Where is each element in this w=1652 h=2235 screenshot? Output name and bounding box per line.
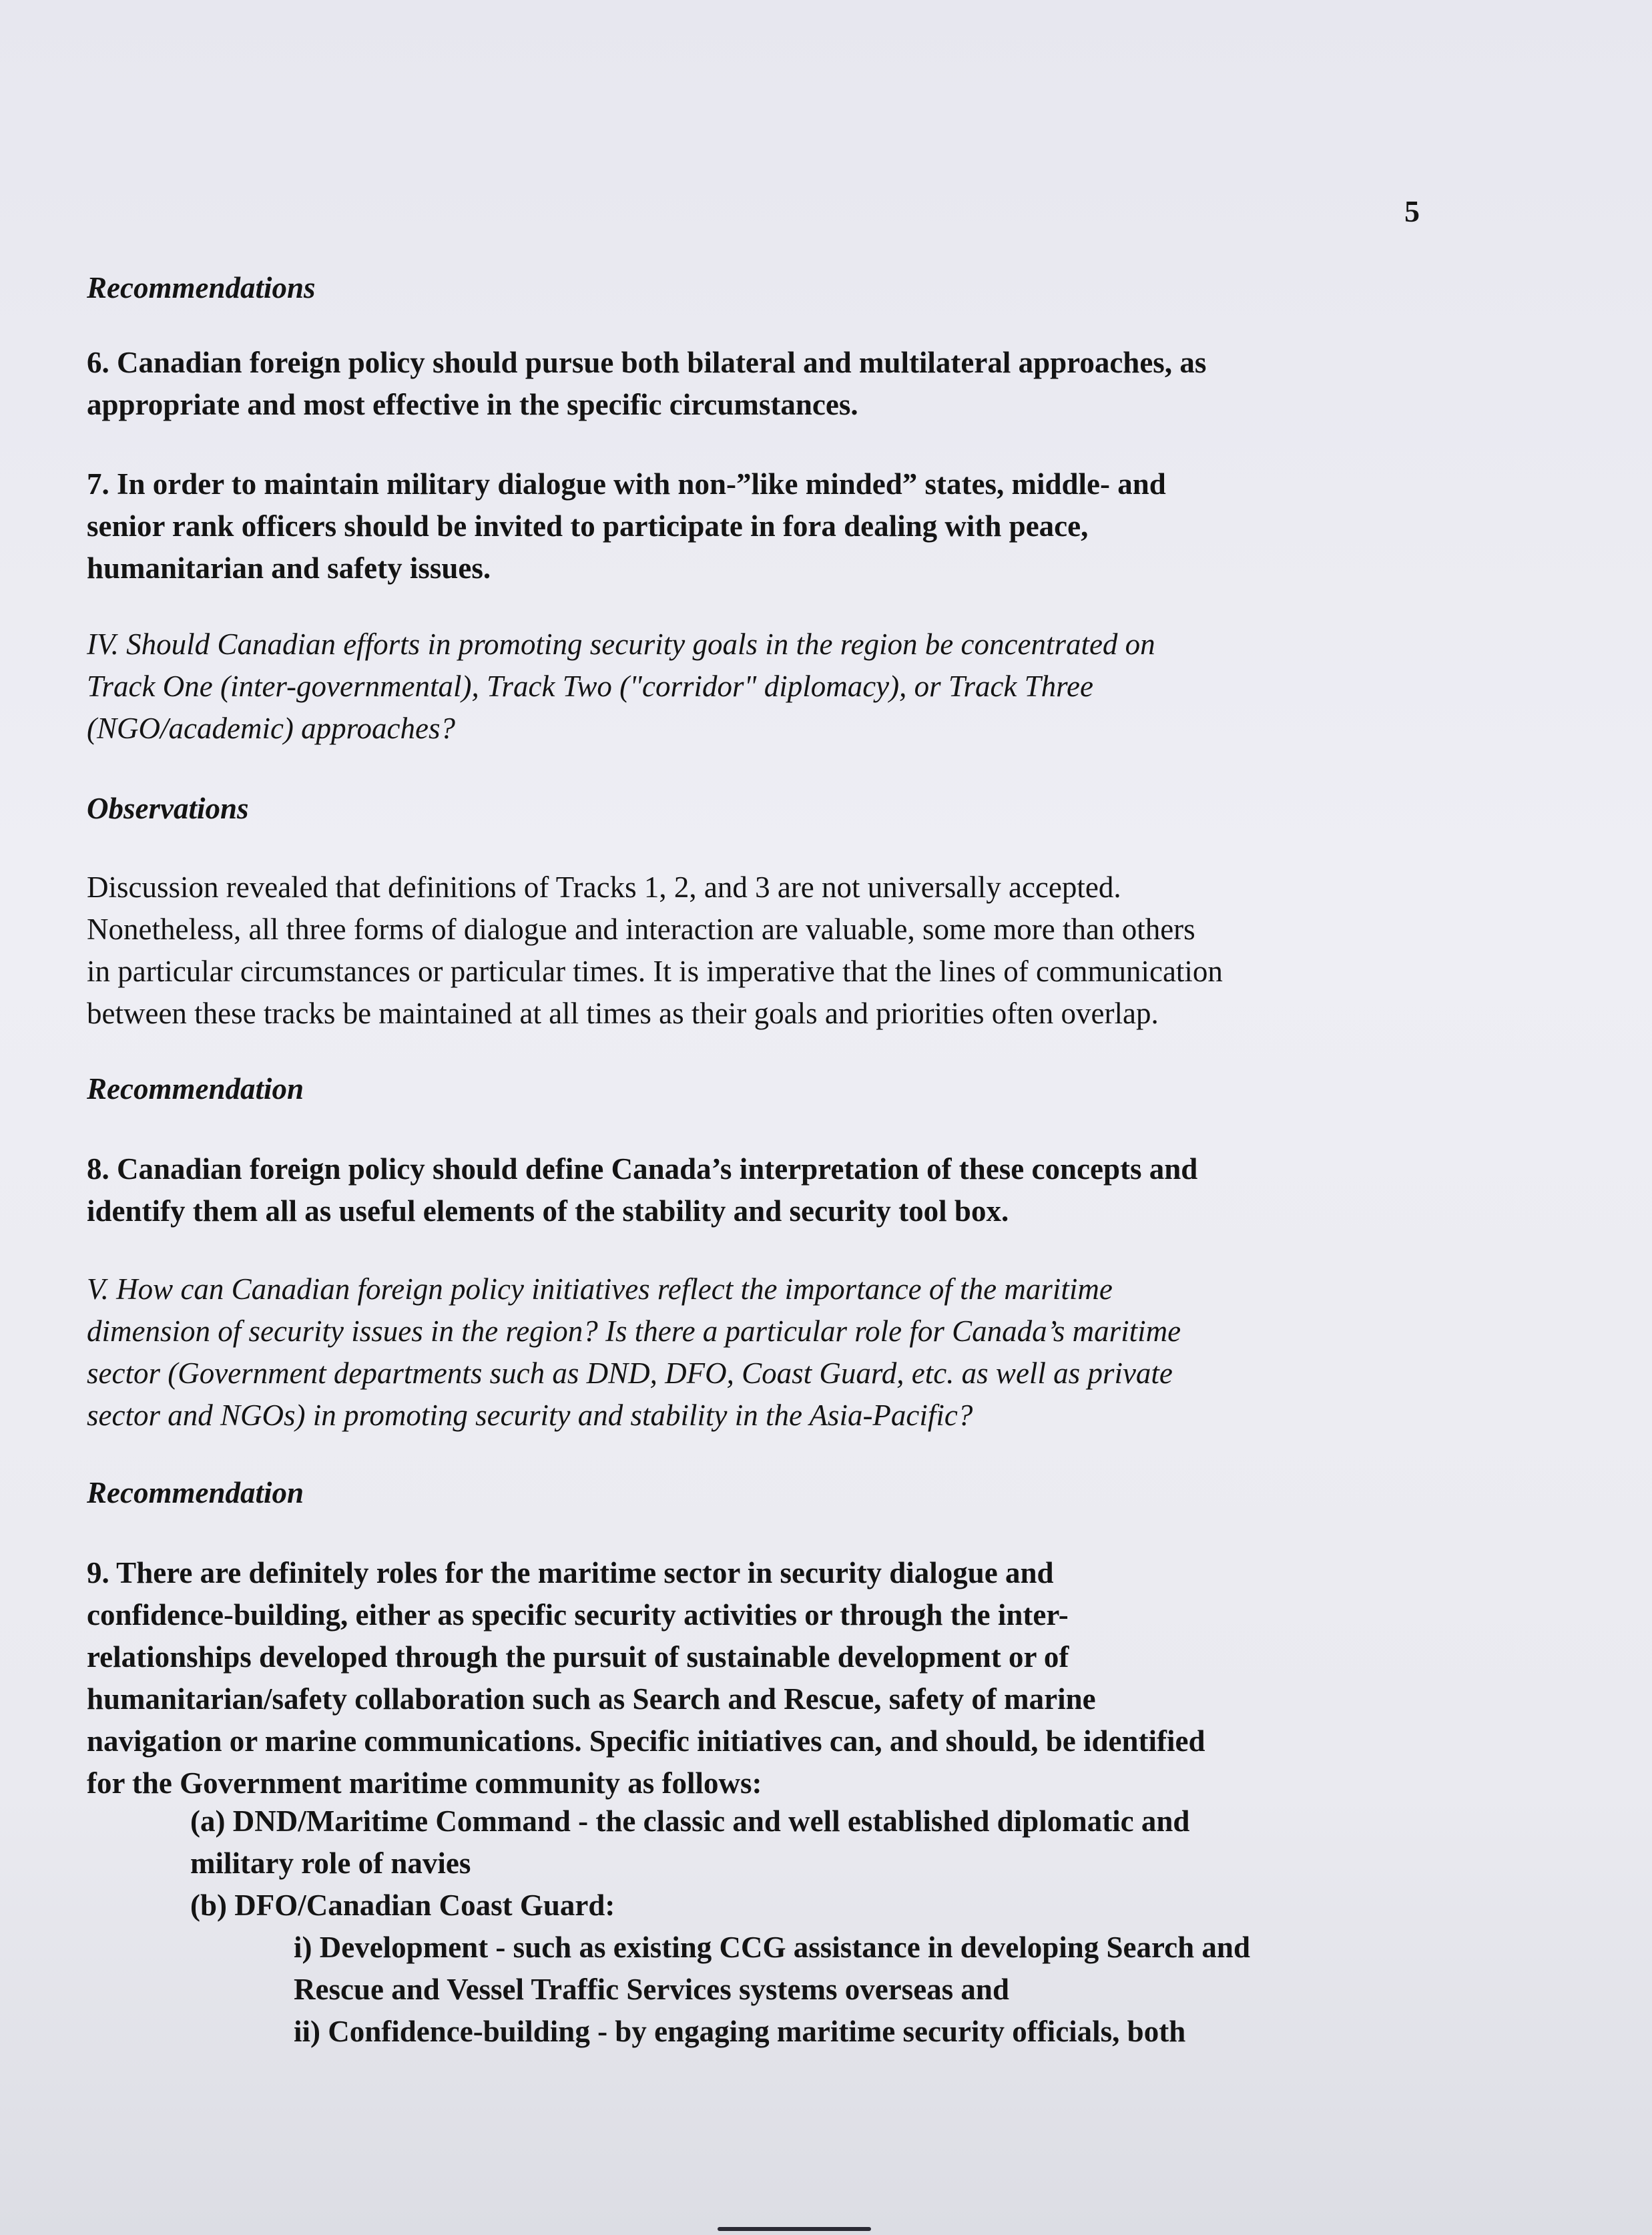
recommendation-9b-item-line: i) Development - such as existing CCG assistance in developing Search and: [294, 1931, 1250, 1964]
recommendation-7-line: senior rank officers should be invited to participate in fora dealing with peace,: [87, 509, 1089, 543]
recommendation-8: [87, 1148, 1422, 1232]
observations-line: in particular circumstances or particular times. It is imperative that the lines of communication: [87, 955, 1223, 988]
recommendation-9b-item-line: ii) Confidence-building - by engaging maritime security officials, both: [294, 2015, 1186, 2048]
observations-line: Nonetheless, all three forms of dialogue and interaction are valuable, some more than others: [87, 913, 1195, 946]
question-v: [87, 1268, 1422, 1437]
recommendation-6-line: appropriate and most effective in the specific circumstances.: [87, 388, 858, 421]
recommendation-9a: [190, 1800, 1392, 1885]
recommendation-6: [87, 342, 1422, 426]
recommendation-9a-line: (a) DND/Maritime Command - the classic and well established diplomatic and: [190, 1804, 1190, 1838]
recommendation-9a-line: military role of navies: [190, 1846, 471, 1880]
recommendation-9-line: humanitarian/safety collaboration such as Search and Rescue, safety of marine: [87, 1682, 1096, 1716]
question-iv-line: Track One (inter-governmental), Track Two ("corridor" diplomacy), or Track Three: [87, 670, 1093, 703]
recommendation-6-line: 6. Canadian foreign policy should pursue both bilateral and multilateral approaches, as: [87, 346, 1207, 379]
recommendation-9-line: for the Government maritime community as follows:: [87, 1766, 762, 1800]
observations-paragraph: [87, 866, 1422, 1035]
recommendations-heading: Recommendations: [87, 271, 316, 304]
page-number: 5: [1404, 194, 1420, 228]
recommendation-9b-items: [294, 1927, 1428, 2053]
recommendation-9b-item-line: Rescue and Vessel Traffic Services systems overseas and: [294, 1973, 1009, 2006]
observations-line: between these tracks be maintained at all times as their goals and priorities often overlap.: [87, 997, 1159, 1030]
recommendation-9: [87, 1552, 1422, 1804]
question-iv: [87, 624, 1422, 750]
recommendation-9b: (b) DFO/Canadian Coast Guard:: [190, 1889, 615, 1922]
recommendation-8-line: identify them all as useful elements of the stability and security tool box.: [87, 1194, 1009, 1228]
recommendation-9-line: relationships developed through the pursuit of sustainable development or of: [87, 1640, 1069, 1674]
recommendation-7-line: humanitarian and safety issues.: [87, 551, 491, 585]
observations-line: Discussion revealed that definitions of Tracks 1, 2, and 3 are not universally accepted.: [87, 871, 1121, 904]
question-v-line: sector (Government departments such as DND, DFO, Coast Guard, etc. as well as private: [87, 1356, 1173, 1390]
question-iv-line: (NGO/academic) approaches?: [87, 712, 455, 745]
recommendation-9-line: navigation or marine communications. Specific initiatives can, and should, be identified: [87, 1724, 1205, 1758]
recommendation-heading: Recommendation: [87, 1476, 304, 1509]
question-iv-line: IV. Should Canadian efforts in promoting security goals in the region be concentrated on: [87, 628, 1155, 661]
recommendation-7: [87, 463, 1422, 589]
recommendation-7-line: 7. In order to maintain military dialogue with non-”like minded” states, middle- and: [87, 467, 1166, 501]
recommendation-9-line: 9. There are definitely roles for the maritime sector in security dialogue and: [87, 1556, 1054, 1589]
recommendation-8-line: 8. Canadian foreign policy should define Canada’s interpretation of these concepts and: [87, 1152, 1198, 1186]
question-v-line: V. How can Canadian foreign policy initiatives reflect the importance of the maritime: [87, 1272, 1113, 1306]
binder-edge-mark: [718, 2227, 871, 2231]
question-v-line: dimension of security issues in the region? Is there a particular role for Canada’s maritime: [87, 1314, 1181, 1348]
recommendation-9-line: confidence-building, either as specific security activities or through the inter-: [87, 1598, 1069, 1632]
recommendation-heading: Recommendation: [87, 1072, 304, 1105]
observations-heading: Observations: [87, 792, 249, 825]
question-v-line: sector and NGOs) in promoting security and stability in the Asia-Pacific?: [87, 1399, 973, 1432]
